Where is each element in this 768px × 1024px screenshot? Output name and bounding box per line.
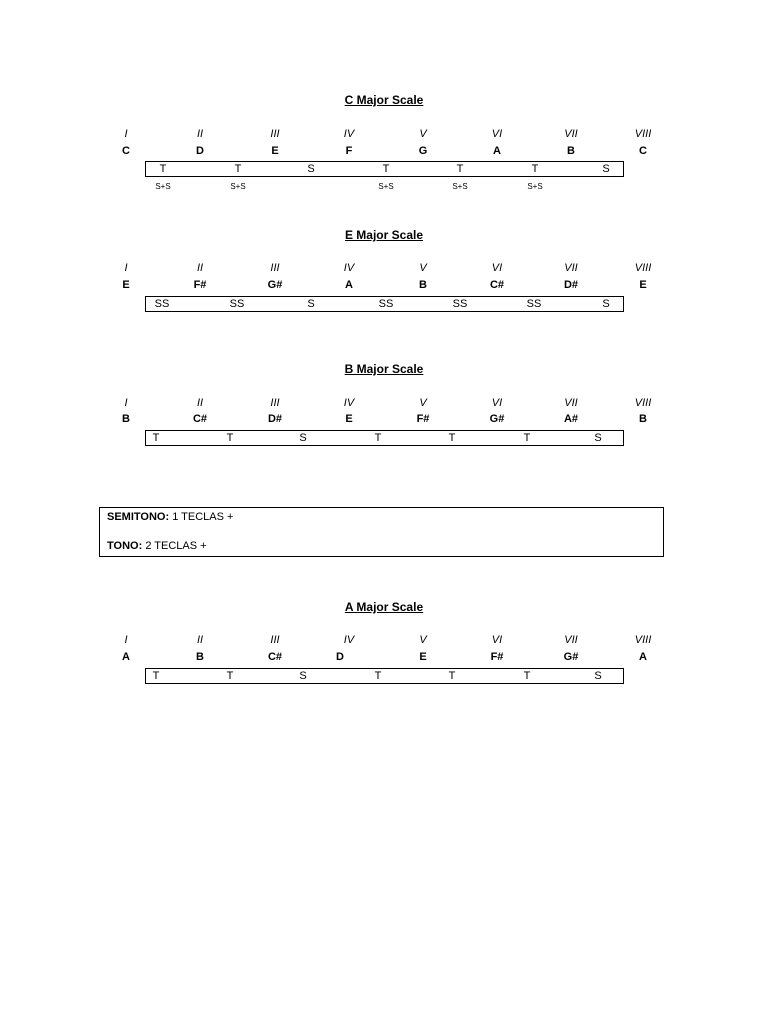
- note-label: D: [336, 651, 344, 663]
- step-label: T: [226, 670, 234, 682]
- note-label: D: [196, 145, 204, 157]
- note-label: A#: [563, 413, 579, 425]
- note-label: E: [271, 145, 279, 157]
- note-label: C#: [192, 413, 208, 425]
- step-label: SS: [154, 298, 170, 310]
- note-label: A: [345, 279, 353, 291]
- step-label: T: [448, 432, 456, 444]
- step-label: S: [594, 670, 602, 682]
- note-label: F#: [490, 651, 504, 663]
- degree-label: III: [270, 634, 280, 646]
- semitono-line: [107, 511, 233, 523]
- step-label: T: [226, 432, 234, 444]
- step-label: S: [299, 432, 307, 444]
- note-label: D#: [267, 413, 283, 425]
- e-scale-title: E Major Scale: [344, 228, 424, 242]
- note-label: F#: [193, 279, 207, 291]
- degree-label: VIII: [634, 397, 652, 409]
- note-label: G#: [563, 651, 579, 663]
- degree-label: I: [124, 634, 128, 646]
- degree-label: VIII: [634, 128, 652, 140]
- note-label: E: [345, 413, 353, 425]
- degree-label: IV: [343, 128, 355, 140]
- step-label: T: [234, 163, 242, 175]
- degree-label: VIII: [634, 634, 652, 646]
- degree-label: VIII: [634, 262, 652, 274]
- c-scale-title: C Major Scale: [344, 93, 424, 107]
- step-label: T: [531, 163, 539, 175]
- degree-label: IV: [343, 397, 355, 409]
- degree-label: IV: [343, 634, 355, 646]
- a-scale-title: A Major Scale: [344, 600, 424, 614]
- note-label: C#: [267, 651, 283, 663]
- b-scale-title: B Major Scale: [344, 362, 424, 376]
- note-label: E: [639, 279, 647, 291]
- note-label: E: [419, 651, 427, 663]
- step-label: T: [374, 432, 382, 444]
- degree-label: VII: [564, 397, 578, 409]
- step-label: T: [523, 432, 531, 444]
- step-label: T: [152, 432, 160, 444]
- b-steps-box: [145, 430, 624, 446]
- step-label: SS: [229, 298, 245, 310]
- note-label: C: [639, 145, 647, 157]
- degree-label: II: [196, 397, 204, 409]
- legend-box: [99, 507, 664, 557]
- degree-label: VI: [491, 397, 503, 409]
- degree-label: II: [196, 128, 204, 140]
- step-sublabel: S+S: [378, 182, 394, 191]
- step-sublabel: S+S: [155, 182, 171, 191]
- tono-line: [107, 540, 207, 552]
- degree-label: IV: [343, 262, 355, 274]
- semitono-value: 1 TECLAS +: [172, 511, 234, 523]
- step-sublabel: S+S: [527, 182, 543, 191]
- step-label: SS: [378, 298, 394, 310]
- degree-label: VII: [564, 262, 578, 274]
- degree-label: VI: [491, 634, 503, 646]
- note-label: C#: [489, 279, 505, 291]
- step-label: SS: [526, 298, 542, 310]
- note-label: B: [122, 413, 130, 425]
- a-steps-box: [145, 668, 624, 684]
- degree-label: III: [270, 128, 280, 140]
- step-sublabel: S+S: [230, 182, 246, 191]
- tono-label: TONO:: [107, 540, 143, 552]
- degree-label: I: [124, 128, 128, 140]
- degree-label: II: [196, 262, 204, 274]
- step-label: T: [448, 670, 456, 682]
- note-label: G#: [267, 279, 283, 291]
- degree-label: II: [196, 634, 204, 646]
- step-label: S: [602, 163, 610, 175]
- note-label: A: [122, 651, 130, 663]
- note-label: C: [122, 145, 130, 157]
- note-label: E: [122, 279, 130, 291]
- degree-label: VI: [491, 262, 503, 274]
- note-label: B: [567, 145, 575, 157]
- note-label: B: [419, 279, 427, 291]
- note-label: A: [493, 145, 501, 157]
- step-sublabel: S+S: [452, 182, 468, 191]
- step-label: T: [382, 163, 390, 175]
- tono-value: 2 TECLAS +: [145, 540, 207, 552]
- degree-label: VII: [564, 128, 578, 140]
- note-label: F: [345, 145, 353, 157]
- degree-label: III: [270, 262, 280, 274]
- step-label: S: [307, 298, 315, 310]
- degree-label: I: [124, 262, 128, 274]
- degree-label: V: [419, 397, 427, 409]
- step-label: S: [299, 670, 307, 682]
- step-label: T: [152, 670, 160, 682]
- step-label: T: [374, 670, 382, 682]
- degree-label: III: [270, 397, 280, 409]
- degree-label: VI: [491, 128, 503, 140]
- note-label: G: [418, 145, 428, 157]
- degree-label: V: [419, 262, 427, 274]
- step-label: SS: [452, 298, 468, 310]
- step-label: T: [456, 163, 464, 175]
- note-label: F#: [416, 413, 430, 425]
- degree-label: VII: [564, 634, 578, 646]
- degree-label: I: [124, 397, 128, 409]
- step-label: S: [594, 432, 602, 444]
- note-label: B: [196, 651, 204, 663]
- note-label: B: [639, 413, 647, 425]
- degree-label: V: [419, 128, 427, 140]
- note-label: G#: [489, 413, 505, 425]
- note-label: A: [639, 651, 647, 663]
- semitono-label: SEMITONO:: [107, 511, 170, 523]
- note-label: D#: [563, 279, 579, 291]
- step-label: T: [159, 163, 167, 175]
- degree-label: V: [419, 634, 427, 646]
- step-label: S: [602, 298, 610, 310]
- step-label: T: [523, 670, 531, 682]
- step-label: S: [307, 163, 315, 175]
